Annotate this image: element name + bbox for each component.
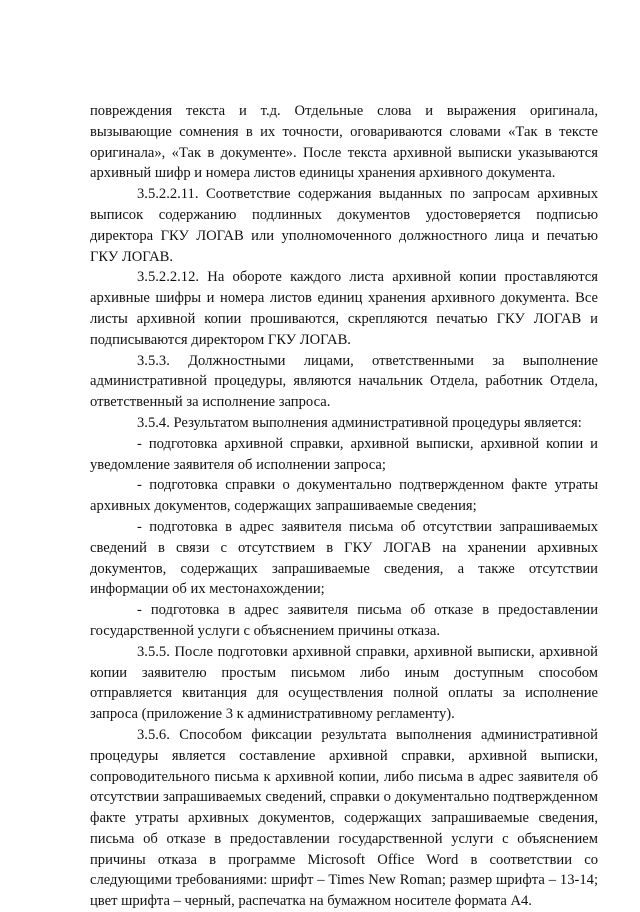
list-item-loss-certificate: - подготовка справки о документально подтвержденном факте утраты архивных документов, содержащих запрашиваемые сведения;: [90, 477, 598, 515]
paragraph-continuation: повреждения текста и т.д. Отдельные слова и выражения оригинала, вызывающие сомнения в их точности, оговариваются словами «Так в тексте оригинала», «Так в документе». После текста архивной выписки указываются архивный шифр и номера листов единицы хранения архивного документа.: [90, 103, 598, 182]
list-item-refusal-letter: - подготовка в адрес заявителя письма об отказе в предоставлении государственной услуги с объяснением причины отказа.: [90, 602, 598, 639]
paragraph-3-5-2-2-12: 3.5.2.2.12. На обороте каждого листа архивной копии проставляются архивные шифры и номера листов единиц хранения архивного документа. Все листы архивной копии прошиваются, скрепляются печатью ГКУ ЛОГАВ и подписываются директором ГКУ ЛОГАВ.: [90, 269, 598, 348]
paragraph-3-5-4: 3.5.4. Результатом выполнения административной процедуры является:: [137, 414, 582, 431]
list-item-archival-reference: - подготовка архивной справки, архивной выписки, архивной копии и уведомление заявителя об исполнении запроса;: [90, 435, 598, 473]
paragraph-3-5-6: 3.5.6. Способом фиксации результата выполнения административной процедуры является составление архивной справки, архивной выписки, сопроводительного письма к архивной копии, либо письма в адрес заявителя об отсутствии запрашиваемых сведений, справки о документально подтвержденном факте утраты архивных документов, содержащих запрашиваемые сведения, письма об отказе в предоставлении государственной услуги с объяснением причины отказа в программе Microsoft Office Word в соответствии со следующими требованиями: шрифт – Times New Roman; размер шрифта – 13-14; цвет шрифта – черный, распечатка на бумажном носителе формата А4.: [90, 726, 598, 910]
paragraph-3-5-3: 3.5.3. Должностными лицами, ответственными за выполнение административной процедуры, являются начальник Отдела, работник Отдела, ответственный за исполнение запроса.: [90, 352, 598, 411]
list-item-absence-letter: - подготовка в адрес заявителя письма об отсутствии запрашиваемых сведений в связи с отсутствием в ГКУ ЛОГАВ на хранении архивных документов, содержащих запрашиваемые сведения, а также отсутствии информации об их местонахождении;: [90, 518, 598, 598]
paragraph-3-5-5: 3.5.5. После подготовки архивной справки, архивной выписки, архивной копии заявителю простым письмом либо иным доступным способом отправляется квитанция для осуществления полной оплаты за исполнение запроса (приложение 3 к административному регламенту).: [90, 643, 598, 723]
document-page: [90, 101, 598, 912]
paragraph-3-5-2-2-11: 3.5.2.2.11. Соответствие содержания выданных по запросам архивных выписок содержанию подлинных документов удостоверяется подписью директора ГКУ ЛОГАВ или уполномоченного должностного лица и печатью ГКУ ЛОГАВ.: [90, 186, 598, 265]
